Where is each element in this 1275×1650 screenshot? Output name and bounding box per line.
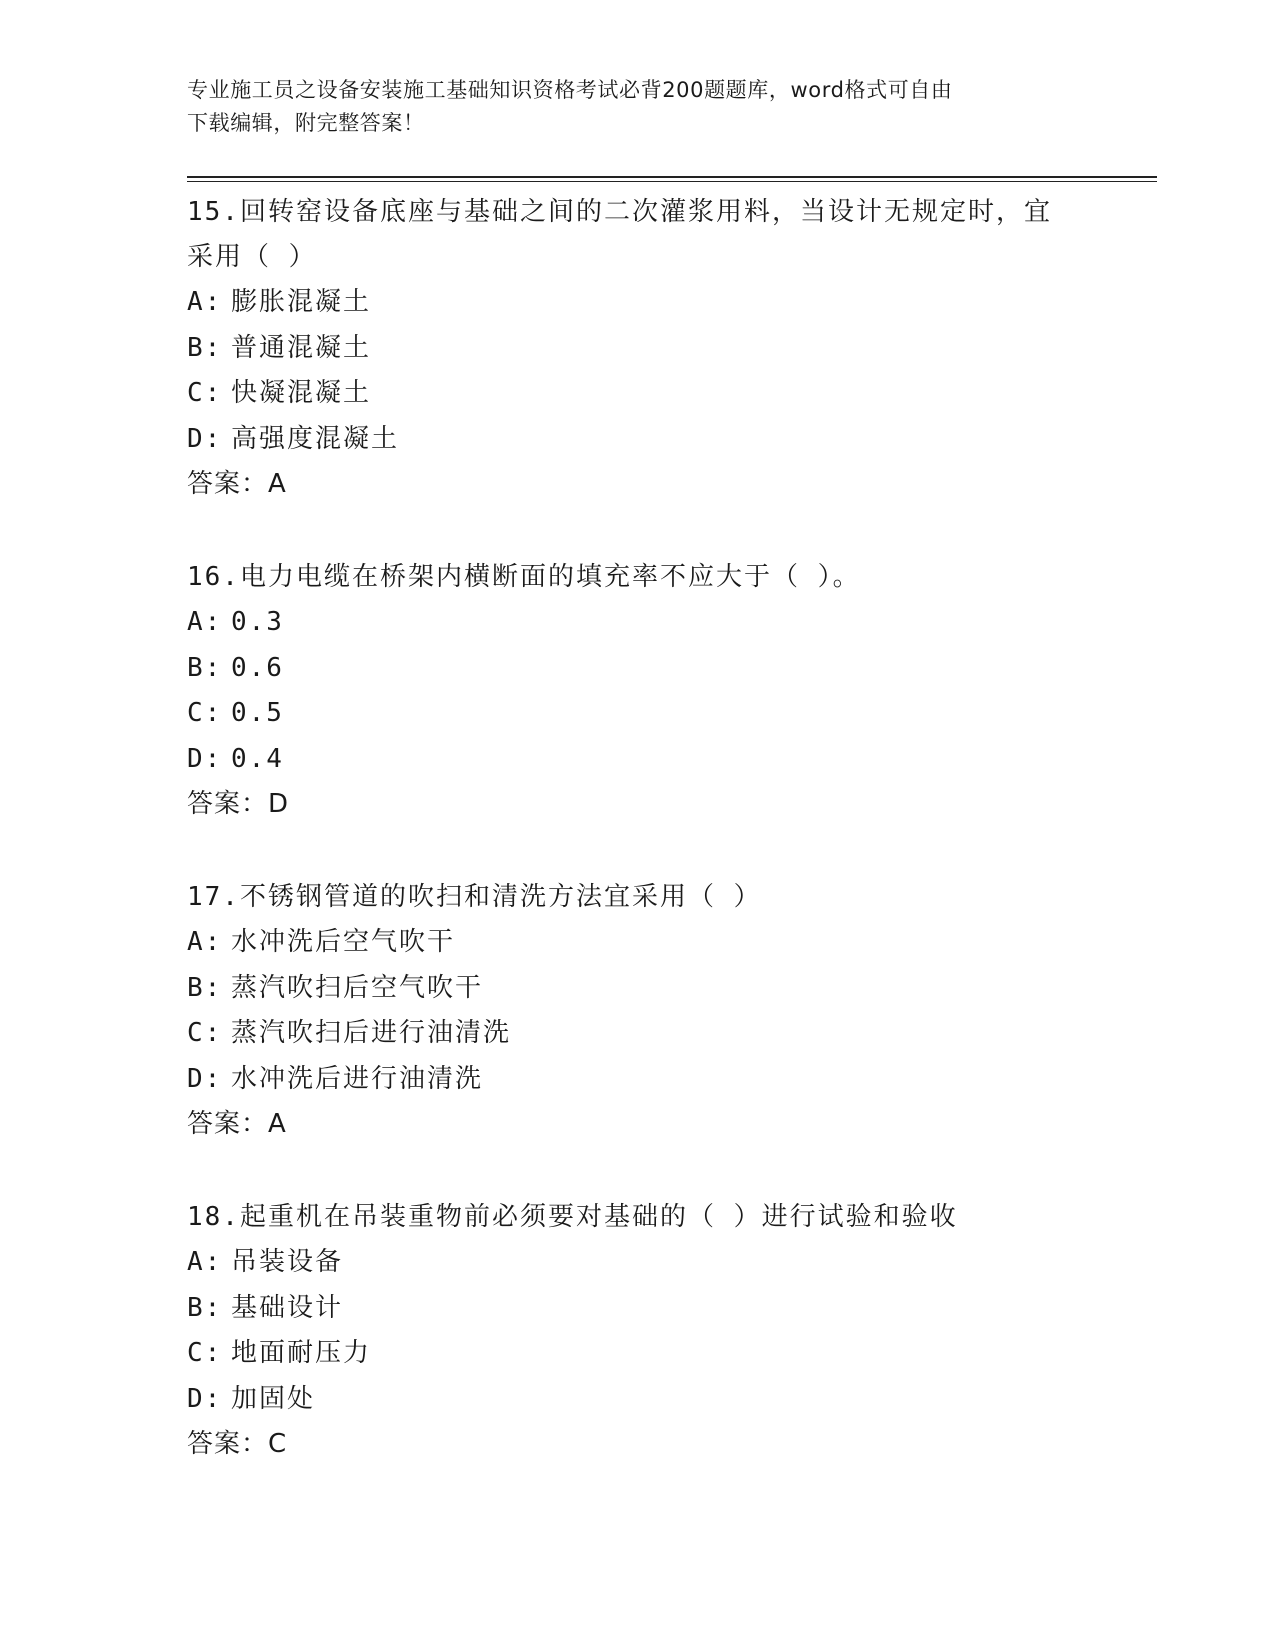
option-text: 0.5	[231, 698, 284, 728]
option-d	[187, 417, 1087, 463]
header-line-2: 下载编辑，附完整答案！	[187, 111, 425, 135]
option-text: 膨胀混凝土	[231, 287, 372, 317]
option-text: 水冲洗后进行油清洗	[231, 1063, 484, 1094]
option-c	[187, 371, 1087, 417]
question-16	[187, 555, 1087, 828]
question-17	[187, 875, 1087, 1148]
option-letter: D:	[187, 1383, 223, 1414]
option-letter: A:	[187, 1247, 223, 1277]
option-text: 蒸汽吹扫后空气吹干	[231, 972, 484, 1003]
option-c	[187, 1011, 1087, 1057]
answer-line: 答案：A	[187, 469, 287, 499]
option-text: 基础设计	[231, 1292, 344, 1323]
question-stem: 18.起重机在吊装重物前必须要对基础的（ ）进行试验和验收	[187, 1202, 958, 1232]
option-letter: D:	[187, 743, 223, 774]
option-letter: C:	[187, 698, 223, 728]
option-a	[187, 280, 1087, 326]
option-letter: B:	[187, 332, 223, 363]
option-text: 快凝混凝土	[231, 378, 372, 408]
header-divider-thick	[187, 176, 1157, 178]
option-text: 普通混凝土	[231, 332, 372, 363]
option-letter: B:	[187, 1292, 223, 1323]
option-text: 高强度混凝土	[231, 423, 400, 454]
option-text: 加固处	[231, 1383, 316, 1414]
option-d	[187, 1057, 1087, 1103]
option-c	[187, 1331, 1087, 1377]
question-18	[187, 1195, 1087, 1468]
option-letter: A:	[187, 287, 223, 317]
option-text: 吊装设备	[231, 1247, 344, 1277]
option-b	[187, 1286, 1087, 1332]
option-letter: D:	[187, 1063, 223, 1094]
option-letter: B:	[187, 972, 223, 1003]
answer-line: 答案：D	[187, 789, 290, 819]
option-text: 0.4	[231, 743, 284, 774]
option-b	[187, 326, 1087, 372]
option-letter: C:	[187, 1018, 223, 1048]
option-b	[187, 646, 1087, 692]
option-a	[187, 920, 1087, 966]
option-letter: D:	[187, 423, 223, 454]
option-a	[187, 600, 1087, 646]
document-header	[187, 74, 1087, 140]
option-letter: C:	[187, 1338, 223, 1368]
answer-line: 答案：A	[187, 1109, 287, 1139]
option-c	[187, 691, 1087, 737]
question-stem: 17.不锈钢管道的吹扫和清洗方法宜采用（ ）	[187, 882, 762, 912]
option-letter: B:	[187, 652, 223, 683]
option-text: 蒸汽吹扫后进行油清洗	[231, 1018, 512, 1048]
answer-line: 答案：C	[187, 1429, 288, 1459]
option-b	[187, 966, 1087, 1012]
option-d	[187, 1377, 1087, 1423]
option-letter: A:	[187, 607, 223, 637]
question-stem: 15.回转窑设备底座与基础之间的二次灌浆用料，当设计无规定时，宜采用（ ）	[187, 197, 1052, 272]
option-letter: A:	[187, 927, 223, 957]
option-a	[187, 1240, 1087, 1286]
option-text: 水冲洗后空气吹干	[231, 927, 456, 957]
header-line-1: 专业施工员之设备安装施工基础知识资格考试必背200题题库，word格式可自由	[187, 78, 953, 102]
question-15	[187, 190, 1087, 508]
option-text: 地面耐压力	[231, 1338, 372, 1368]
question-stem: 16.电力电缆在桥架内横断面的填充率不应大于（ ）。	[187, 562, 861, 592]
option-text: 0.3	[231, 607, 284, 637]
option-d	[187, 737, 1087, 783]
option-text: 0.6	[231, 652, 284, 683]
option-letter: C:	[187, 378, 223, 408]
header-divider-thin	[187, 181, 1157, 182]
